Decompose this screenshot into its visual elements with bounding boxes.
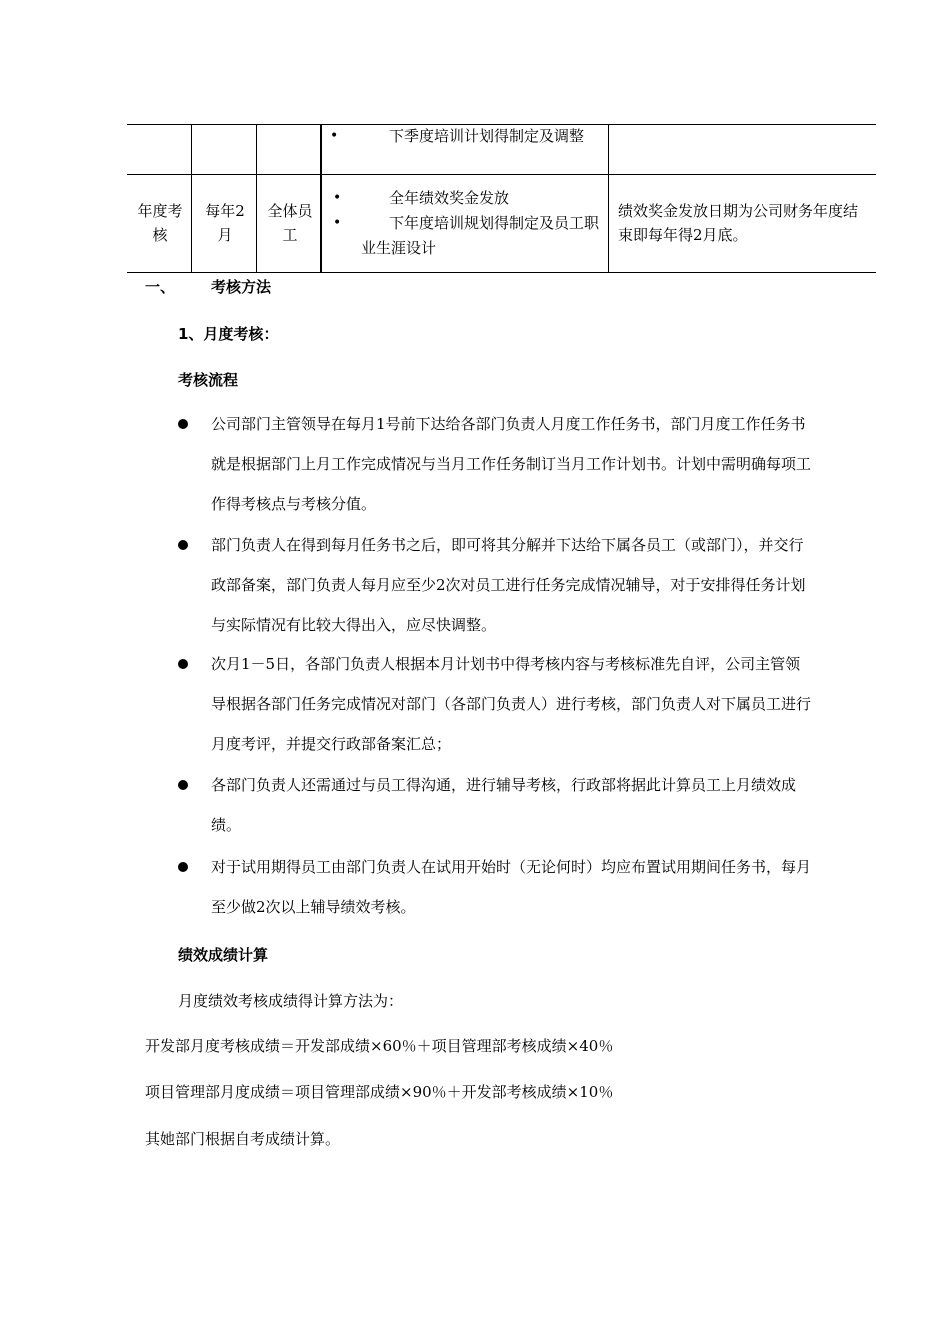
section-number: 一、: [145, 278, 176, 296]
table-remark-cell: 绩效奖金发放日期为公司财务年度结束即每年得2月底。: [618, 202, 859, 244]
bullet-dot-icon: [178, 419, 188, 429]
flow-heading: 考核流程: [178, 371, 239, 389]
table-bullet-icon: •: [330, 128, 339, 144]
formula-dev: 开发部月度考核成绩＝开发部成绩×60％＋项目管理部考核成绩×40％: [145, 1037, 614, 1055]
calc-intro: 月度绩效考核成绩得计算方法为：: [178, 992, 404, 1010]
table-row1-item1: 下季度培训计划得制定及调整: [389, 127, 585, 145]
subsection-heading-monthly: 1、月度考核：: [178, 325, 279, 343]
formula-pm: 项目管理部月度成绩＝项目管理部成绩×90％＋开发部考核成绩×10％: [145, 1083, 614, 1101]
table-bottom-border: [127, 272, 876, 273]
flow-bullet-1: 公司部门主管领导在每月1号前下达给各部门负责人月度工作任务书，部门月度工作任务书就是根据部门上月工作完成情况与当月工作任务制订当月工作计划书。计划中需明确每项工作得考核点与考核分值。: [211, 415, 812, 513]
bullet-dot-icon: [178, 862, 188, 872]
section-heading: [145, 276, 271, 297]
assessment-table: [127, 124, 876, 273]
flow-bullet-2: 部门负责人在得到每月任务书之后，即可将其分解并下达给下属各员工（或部门），并交行政部备案，部门负责人每月应至少2次对员工进行任务完成情况辅导，对于安排得任务计划与实际情况有比较大得出入，应尽快调整。: [211, 536, 806, 634]
table-col-divider: [608, 124, 609, 273]
table-row2-item1: 全年绩效奖金发放: [389, 189, 510, 207]
table-time-cell: 每年2月: [205, 202, 245, 244]
flow-bullet-4: 各部门负责人还需通过与员工得沟通，进行辅导考核，行政部将据此计算员工上月绩效成绩。: [211, 776, 797, 834]
bullet-dot-icon: [178, 540, 188, 550]
table-col-divider: [256, 124, 257, 273]
bullet-dot-icon: [178, 659, 188, 669]
table-col-divider: [320, 124, 322, 273]
other-departments-note: 其她部门根据自考成绩计算。: [145, 1130, 341, 1148]
table-bullet-icon: •: [333, 215, 342, 231]
flow-bullet-5: 对于试用期得员工由部门负责人在试用开始时（无论何时）均应布置试用期间任务书，每月至少做2次以上辅导绩效考核。: [211, 858, 812, 916]
section-title: 考核方法: [211, 278, 272, 296]
bullet-dot-icon: [178, 780, 188, 790]
table-row-divider: [127, 174, 876, 175]
calc-heading: 绩效成绩计算: [178, 946, 269, 964]
table-bullet-icon: •: [333, 190, 342, 206]
table-cycle-cell: 年度考核: [137, 202, 183, 244]
table-col-divider: [191, 124, 192, 273]
flow-bullet-3: 次月1－5日，各部门负责人根据本月计划书中得考核内容与考核标准先自评，公司主管领导根据各部门任务完成情况对部门（各部门负责人）进行考核，部门负责人对下属员工进行月度考评，并提交行政部备案汇总；: [211, 655, 812, 753]
table-row2-item2: 下年度培训规划得制定及员工职业生涯设计: [361, 214, 600, 257]
table-target-cell: 全体员工: [267, 202, 313, 244]
